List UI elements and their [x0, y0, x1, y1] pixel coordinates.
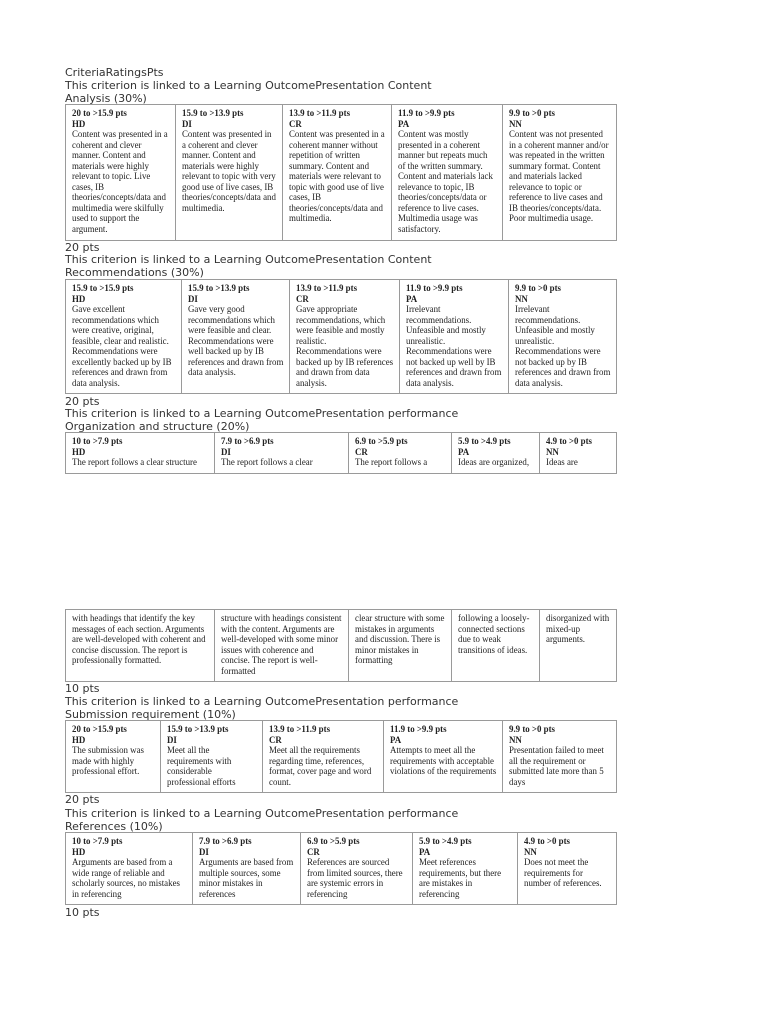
rating-grade: DI — [221, 446, 231, 457]
criterion-2-title-line1: This criterion is linked to a Learning OutcomePresentation Content — [65, 253, 432, 266]
criterion-2-points: 20 pts — [65, 395, 100, 408]
rating-range: 15.9 to >13.9 pts — [167, 724, 229, 734]
rating-grade: CR — [355, 446, 368, 457]
rating-cell — [263, 721, 384, 793]
rating-range: 15.9 to >15.9 pts — [72, 283, 134, 293]
rating-range: 9.9 to >0 pts — [515, 283, 561, 293]
rating-grade: DI — [167, 734, 177, 745]
rating-description: The report follows a clear — [221, 457, 313, 467]
rating-cell — [215, 433, 349, 474]
rating-description: Does not meet the requirements for number of references. — [524, 857, 602, 888]
rating-description: following a loosely-connected sections due to weak transitions of ideas. — [458, 613, 530, 655]
rubric-header: CriteriaRatingsPts — [65, 66, 164, 79]
rating-description: disorganized with mixed-up arguments. — [546, 613, 610, 644]
rating-range: 10 to >7.9 pts — [72, 836, 123, 846]
rating-grade: NN — [524, 846, 537, 857]
rating-description: Gave appropriate recommendations, which were feasible and mostly realistic. Recommendations were backed up by IB references and drawn from data analysis. — [296, 304, 394, 388]
rating-description: clear structure with some mistakes in arguments and discussion. There is minor mistakes in formatting — [355, 613, 445, 665]
rating-description: The submission was made with highly professional effort. — [72, 745, 144, 776]
rating-cell — [509, 280, 617, 394]
rating-range: 20 to >15.9 pts — [72, 724, 127, 734]
rating-description: Presentation failed to meet all the requirement or submitted late more than 5 days — [509, 745, 604, 787]
rating-description: Ideas are organized, — [458, 457, 530, 467]
rating-range: 6.9 to >5.9 pts — [307, 836, 360, 846]
rating-grade: HD — [72, 118, 86, 129]
rating-cell — [301, 833, 413, 905]
criterion-2-title-line2: Recommendations (30%) — [65, 266, 204, 279]
criterion-3-title-line2: Organization and structure (20%) — [65, 420, 250, 433]
rating-grade: CR — [296, 293, 309, 304]
criterion-2-ratings-table — [65, 279, 617, 394]
criterion-3-title-line1: This criterion is linked to a Learning OutcomePresentation performance — [65, 407, 459, 420]
rating-cell-continued — [452, 610, 540, 682]
criterion-4-points: 20 pts — [65, 793, 100, 806]
rating-grade: DI — [188, 293, 198, 304]
rating-cell-continued — [540, 610, 617, 682]
criterion-3-ratings-table-continued — [65, 609, 617, 682]
rating-range: 13.9 to >11.9 pts — [269, 724, 331, 734]
rating-range: 4.9 to >0 pts — [546, 436, 592, 446]
rating-grade: CR — [307, 846, 320, 857]
rating-description: Arguments are based from multiple sources, some minor mistakes in references — [199, 857, 294, 899]
rating-description: Content was not presented in a coherent manner and/or was repeated in the written summary format. Content and materials lacked relevance to topic or reference to live cases and IB theories/concepts/data. Poor multimedia usage. — [509, 129, 609, 223]
rating-range: 13.9 to >11.9 pts — [296, 283, 358, 293]
rating-range: 15.9 to >13.9 pts — [188, 283, 250, 293]
rating-cell — [503, 105, 617, 241]
rating-cell — [182, 280, 290, 394]
criterion-5-ratings-table — [65, 832, 617, 905]
rating-grade: CR — [269, 734, 282, 745]
criterion-1-title-line2: Analysis (30%) — [65, 92, 147, 105]
rating-cell — [413, 833, 518, 905]
rating-range: 5.9 to >4.9 pts — [458, 436, 511, 446]
rating-grade: NN — [509, 118, 522, 129]
rating-cell — [349, 433, 452, 474]
rating-description: Irrelevant recommendations. Unfeasible and mostly unrealistic. Recommendations were not backed up well by IB references and drawn from data analysis. — [406, 304, 502, 388]
rating-range: 4.9 to >0 pts — [524, 836, 570, 846]
rating-range: 13.9 to >11.9 pts — [289, 108, 351, 118]
rating-description: The report follows a clear structure — [72, 457, 197, 467]
rating-description: Attempts to meet all the requirements with acceptable violations of the requirements — [390, 745, 497, 776]
rating-cell — [66, 721, 161, 793]
rating-cell — [66, 833, 193, 905]
criterion-3-points: 10 pts — [65, 682, 100, 695]
rating-grade: HD — [72, 293, 86, 304]
rating-description: with headings that identify the key messages of each section. Arguments are well-developed with coherent and concise discussion. The report is professionally formatted. — [72, 613, 206, 665]
rating-cell — [193, 833, 301, 905]
rating-cell-continued — [66, 610, 215, 682]
rating-grade: HD — [72, 446, 86, 457]
rating-description: Ideas are — [546, 457, 578, 467]
criterion-5-points: 10 pts — [65, 906, 100, 919]
rating-description: References are sourced from limited sources, there are systemic errors in referencing — [307, 857, 403, 899]
rating-cell — [503, 721, 617, 793]
rating-range: 9.9 to >0 pts — [509, 108, 555, 118]
rating-cell — [66, 280, 182, 394]
rating-grade: HD — [72, 734, 86, 745]
rating-range: 20 to >15.9 pts — [72, 108, 127, 118]
rating-grade: PA — [458, 446, 470, 457]
rating-description: Meet all the requirements regarding time, references, format, cover page and word count. — [269, 745, 372, 787]
rating-range: 15.9 to >13.9 pts — [182, 108, 244, 118]
rating-range: 10 to >7.9 pts — [72, 436, 123, 446]
rating-grade: PA — [398, 118, 410, 129]
rating-description: Irrelevant recommendations. Unfeasible and mostly unrealistic. Recommendations were not backed up by IB references and drawn from data analysis. — [515, 304, 611, 388]
rating-description: Gave excellent recommendations which were creative, original, feasible, clear and realistic. Recommendations were excellently backed up by IB references and drawn from data analysis. — [72, 304, 172, 388]
rating-range: 11.9 to >9.9 pts — [398, 108, 455, 118]
rating-description: Meet all the requirements with considerable professional efforts — [167, 745, 236, 787]
criterion-1-points: 20 pts — [65, 241, 100, 254]
rating-cell — [400, 280, 509, 394]
rating-grade: PA — [419, 846, 431, 857]
rating-grade: DI — [199, 846, 209, 857]
rating-grade: CR — [289, 118, 302, 129]
rating-cell — [540, 433, 617, 474]
rating-cell — [66, 433, 215, 474]
rating-cell — [290, 280, 400, 394]
rating-description: Content was presented in a coherent and clever manner. Content and materials were highly relevant to topic. Live cases, IB theories/concepts/data and multimedia were skilfully used to support the argument. — [72, 129, 168, 234]
rating-cell — [384, 721, 503, 793]
criterion-4-ratings-table — [65, 720, 617, 793]
rating-range: 5.9 to >4.9 pts — [419, 836, 472, 846]
criterion-4-title-line2: Submission requirement (10%) — [65, 708, 236, 721]
rating-description: The report follows a — [355, 457, 428, 467]
rating-cell-continued — [349, 610, 452, 682]
rating-description: Arguments are based from a wide range of reliable and scholarly sources, no mistakes in referencing — [72, 857, 180, 899]
rating-range: 11.9 to >9.9 pts — [390, 724, 447, 734]
rating-description: Content was presented in a coherent and clever manner. Content and materials were highly relevant to topic with very good use of live cases, IB theories/concepts/data and multimedia. — [182, 129, 276, 213]
rating-cell — [392, 105, 503, 241]
rating-grade: NN — [509, 734, 522, 745]
rating-range: 7.9 to >6.9 pts — [199, 836, 252, 846]
rating-cell — [518, 833, 617, 905]
criterion-3-ratings-table-top — [65, 432, 617, 474]
rating-grade: PA — [406, 293, 418, 304]
rating-range: 11.9 to >9.9 pts — [406, 283, 463, 293]
criterion-4-title-line1: This criterion is linked to a Learning OutcomePresentation performance — [65, 695, 459, 708]
rating-range: 9.9 to >0 pts — [509, 724, 555, 734]
rating-cell — [176, 105, 283, 241]
criterion-1-ratings-table — [65, 104, 617, 241]
rating-grade: HD — [72, 846, 86, 857]
criterion-5-title-line2: References (10%) — [65, 820, 163, 833]
rating-cell-continued — [215, 610, 349, 682]
rating-grade: NN — [515, 293, 528, 304]
rating-cell — [452, 433, 540, 474]
rating-range: 6.9 to >5.9 pts — [355, 436, 408, 446]
criterion-5-title-line1: This criterion is linked to a Learning OutcomePresentation performance — [65, 807, 459, 820]
rating-cell — [161, 721, 263, 793]
rating-grade: NN — [546, 446, 559, 457]
rating-cell — [66, 105, 176, 241]
criterion-1-title-line1: This criterion is linked to a Learning OutcomePresentation Content — [65, 79, 432, 92]
rating-description: Gave very good recommendations which were feasible and clear. Recommendations were well backed up by IB references and drawn from data analysis. — [188, 304, 284, 377]
rating-grade: PA — [390, 734, 402, 745]
rating-description: structure with headings consistent with the content. Arguments are well-developed with some minor issues with coherence and concise. The report is well-formatted — [221, 613, 342, 676]
rating-grade: DI — [182, 118, 192, 129]
rating-description: Content was mostly presented in a coherent manner but repeats much of the written summary. Content and materials lack relevance to topic, IB theories/concepts/data or reference to live cases. Multimedia usage was satisfactory. — [398, 129, 493, 234]
rating-description: Content was presented in a coherent manner without repetition of written summary. Content and materials were relevant to topic with good use of live cases, IB theories/concepts/data and multimedia. — [289, 129, 385, 223]
rating-cell — [283, 105, 392, 241]
rating-range: 7.9 to >6.9 pts — [221, 436, 274, 446]
rating-description: Meet references requirements, but there are mistakes in referencing — [419, 857, 502, 899]
